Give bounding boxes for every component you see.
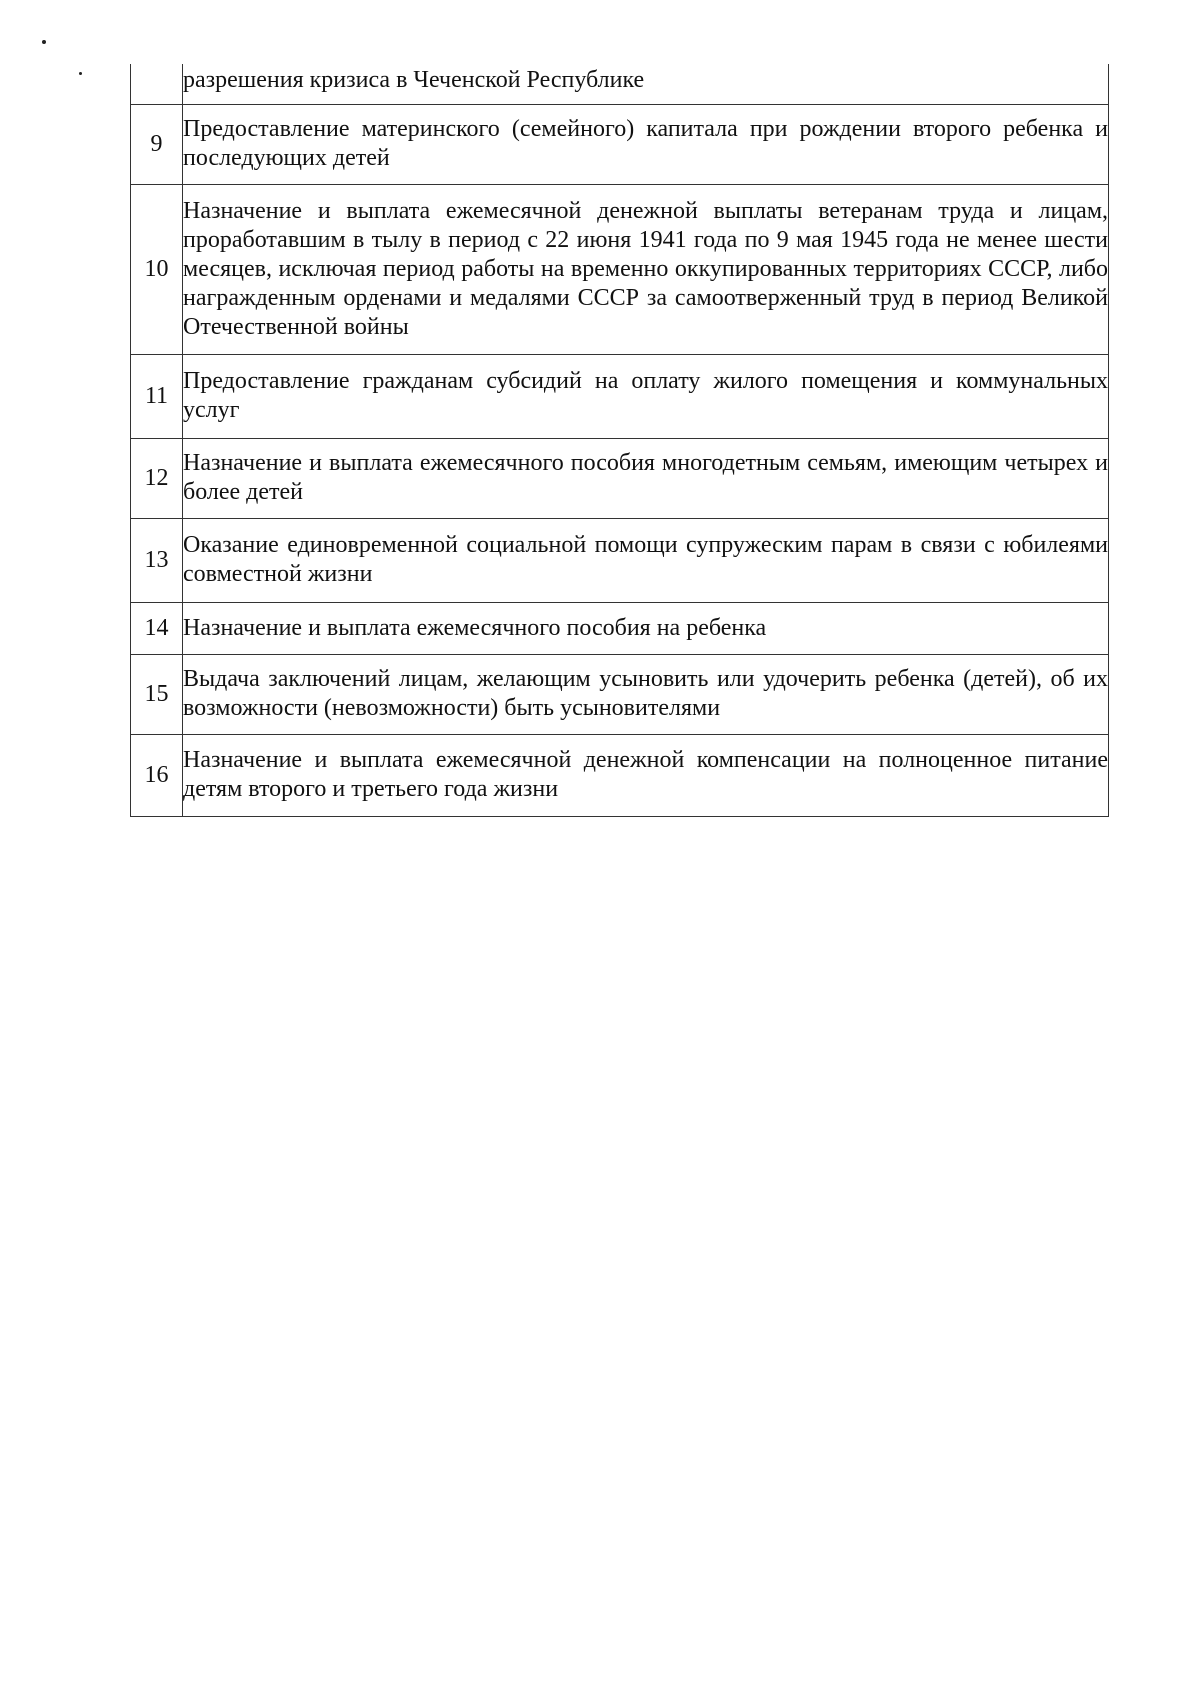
table-row xyxy=(131,734,1109,816)
table-row xyxy=(131,184,1109,354)
service-description: разрешения кризиса в Чеченской Республике xyxy=(183,64,1109,104)
row-number: 15 xyxy=(131,654,183,734)
table-row xyxy=(131,104,1109,184)
table-row xyxy=(131,602,1109,654)
row-number: 13 xyxy=(131,518,183,602)
service-description: Предоставление материнского (семейного) капитала при рождении второго ребенка и последующих детей xyxy=(183,104,1109,184)
scan-speck xyxy=(79,72,82,75)
service-description: Назначение и выплата ежемесячной денежной компенсации на полноценное питание детям второго и третьего года жизни xyxy=(183,734,1109,816)
table-row xyxy=(131,64,1109,104)
table-row xyxy=(131,518,1109,602)
row-number: 9 xyxy=(131,104,183,184)
row-number: 10 xyxy=(131,184,183,354)
row-number: 11 xyxy=(131,354,183,438)
row-number: 12 xyxy=(131,438,183,518)
service-description: Назначение и выплата ежемесячного пособия многодетным семьям, имеющим четырех и более детей xyxy=(183,438,1109,518)
service-description: Назначение и выплата ежемесячного пособия на ребенка xyxy=(183,602,1109,654)
service-description: Предоставление гражданам субсидий на оплату жилого помещения и коммунальных услуг xyxy=(183,354,1109,438)
table-row xyxy=(131,654,1109,734)
table-row xyxy=(131,438,1109,518)
service-description: Оказание единовременной социальной помощи супружеским парам в связи с юбилеями совместной жизни xyxy=(183,518,1109,602)
scan-speck xyxy=(42,40,46,44)
service-description: Выдача заключений лицам, желающим усыновить или удочерить ребенка (детей), об их возможности (невозможности) быть усыновителями xyxy=(183,654,1109,734)
service-description: Назначение и выплата ежемесячной денежной выплаты ветеранам труда и лицам, проработавшим в тылу в период с 22 июня 1941 года по 9 мая 1945 года не менее шести месяцев, исключая период работы на временно оккупированных территориях СССР, либо награжденным орденами и медалями СССР за самоотверженный труд в период Великой Отечественной войны xyxy=(183,184,1109,354)
row-number xyxy=(131,64,183,104)
services-table xyxy=(130,64,1109,817)
table-row xyxy=(131,354,1109,438)
row-number: 16 xyxy=(131,734,183,816)
row-number: 14 xyxy=(131,602,183,654)
